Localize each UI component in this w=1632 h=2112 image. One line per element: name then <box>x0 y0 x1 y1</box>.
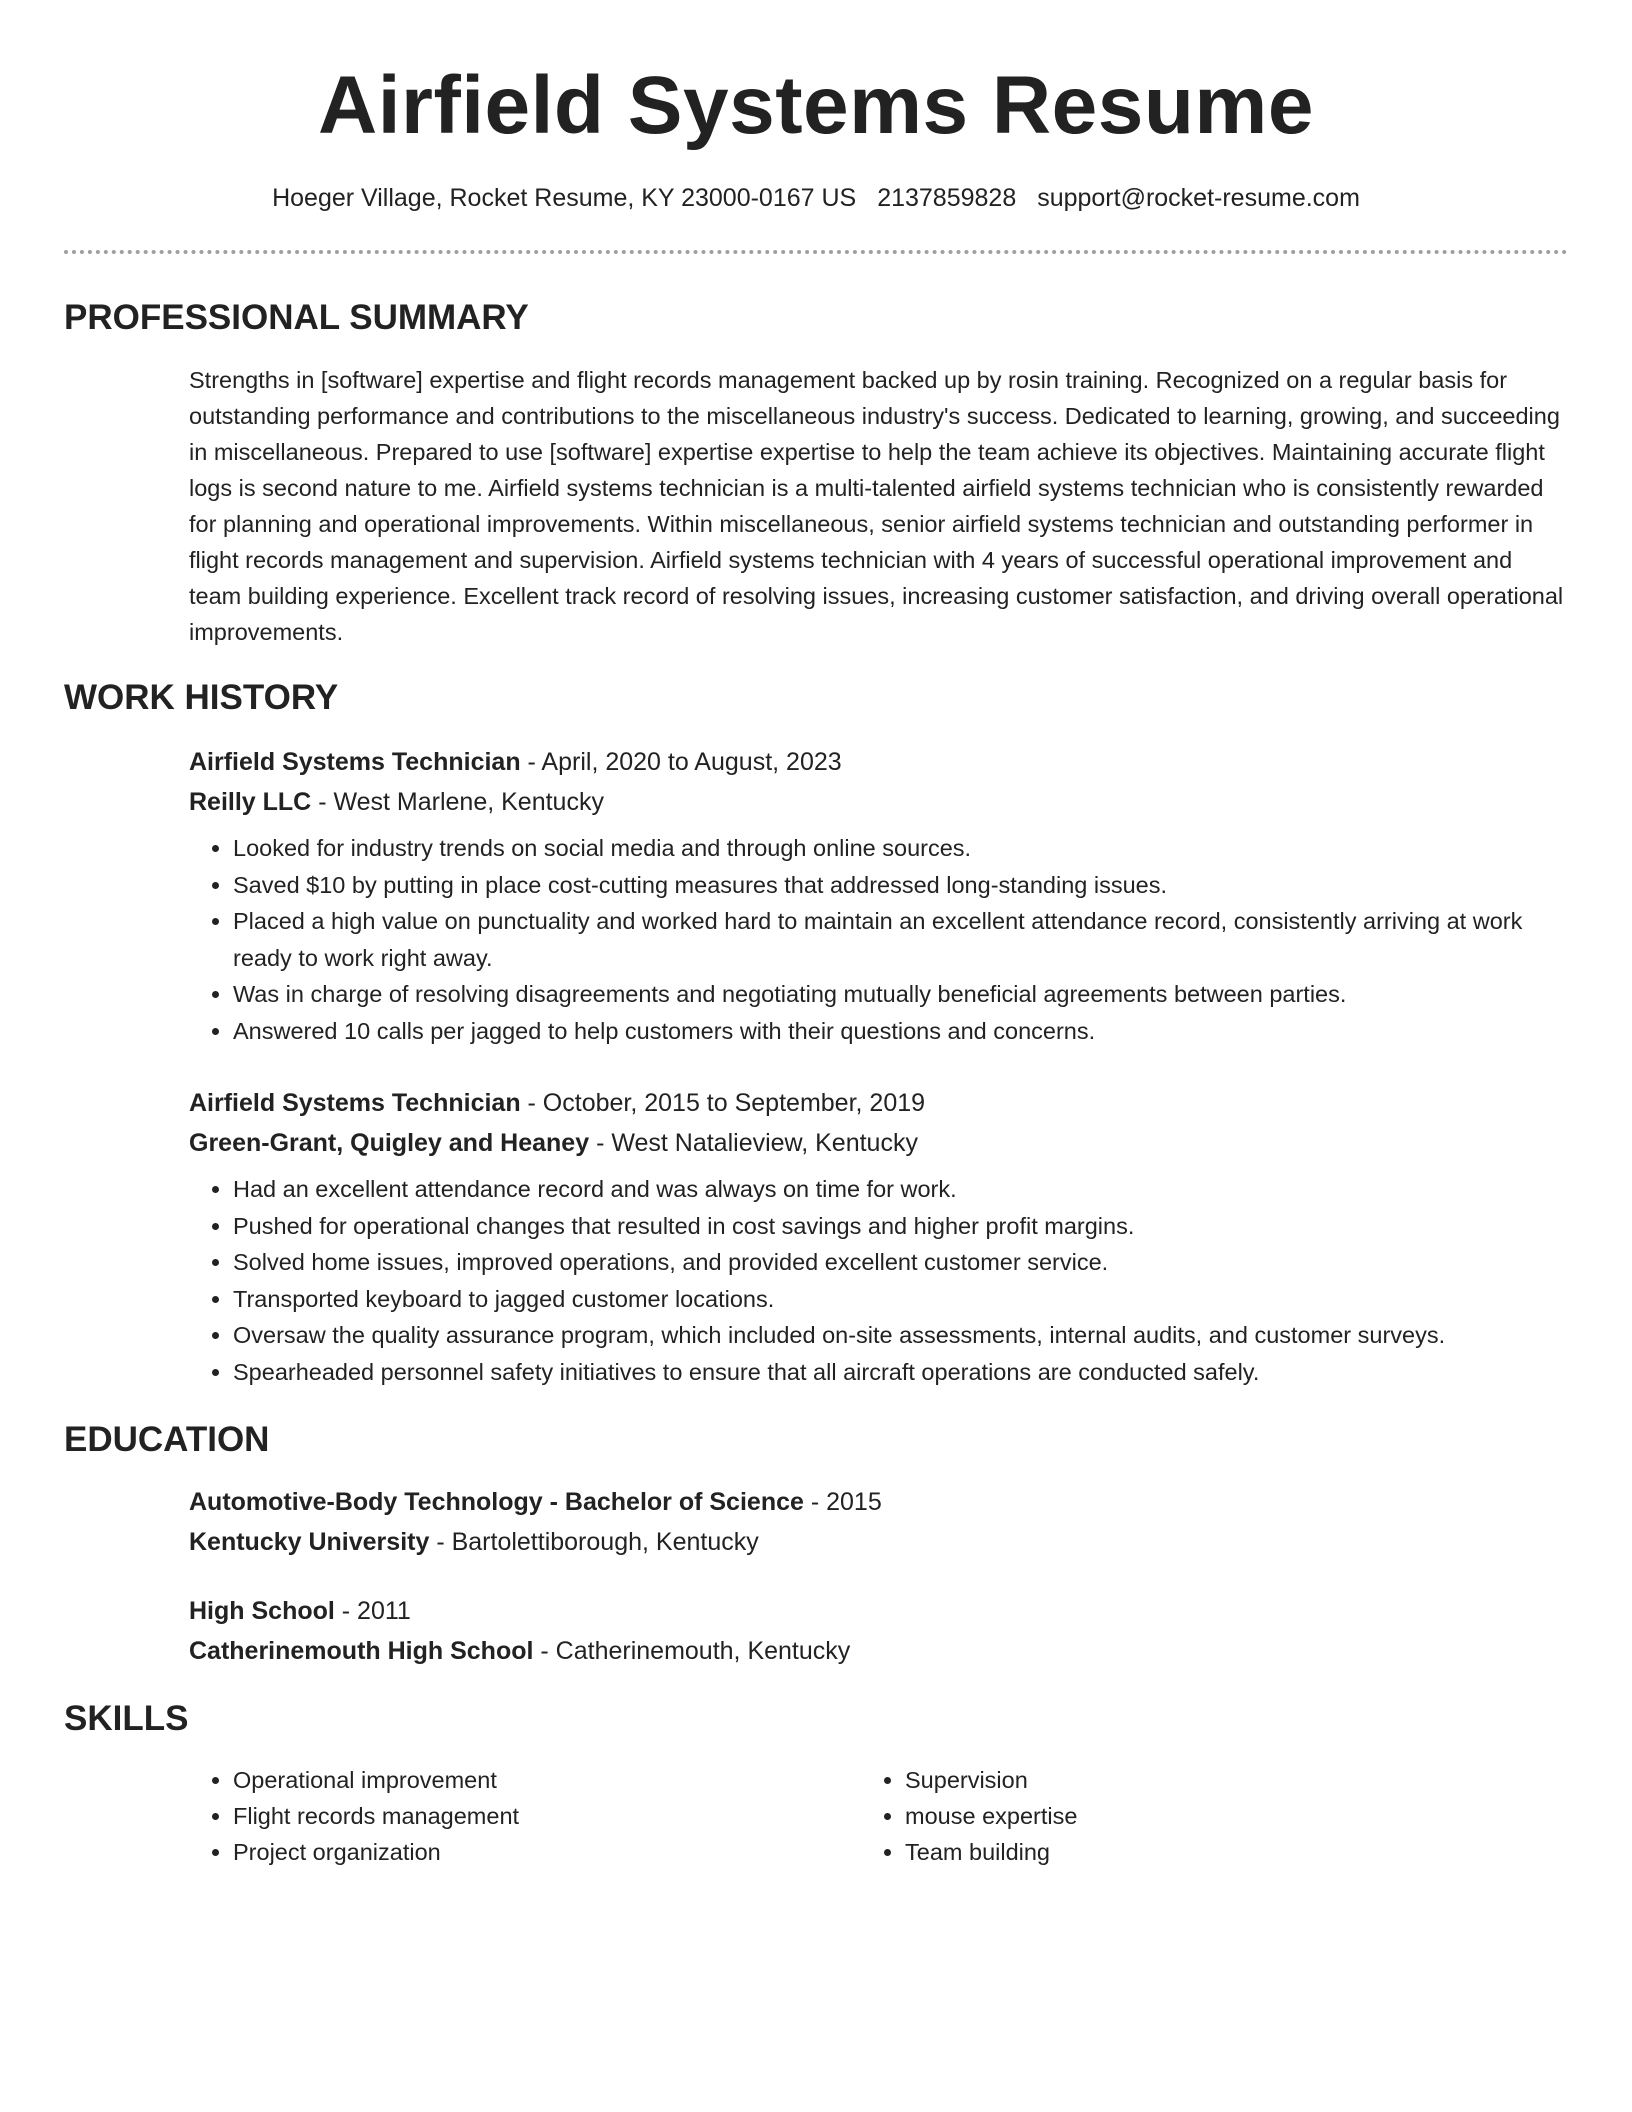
skills-column-right <box>861 1762 1077 1870</box>
skill-item: • Project organization <box>233 1834 519 1870</box>
skills-list <box>189 1762 1569 1882</box>
skills-column-left <box>189 1762 519 1870</box>
job-bullet: • Was in charge of resolving disagreements and negotiating mutually beneficial agreements between parties. <box>233 976 1569 1013</box>
job-bullet: • Spearheaded personnel safety initiatives to ensure that all aircraft operations are conducted safely. <box>233 1354 1569 1391</box>
education-year: - 2011 <box>334 1597 411 1625</box>
job-bullet: • Had an excellent attendance record and was always on time for work. <box>233 1171 1569 1208</box>
job-title-line <box>189 1083 1569 1123</box>
education-year: - 2015 <box>803 1488 882 1516</box>
job-company: Reilly LLC <box>189 788 312 816</box>
job-location: - West Natalieview, Kentucky <box>589 1129 918 1157</box>
job-company-line <box>189 1123 1569 1163</box>
job-title-line <box>189 742 1569 782</box>
education-entry <box>189 1482 1569 1562</box>
job-bullets <box>189 830 1569 1049</box>
job-role: Airfield Systems Technician <box>189 748 521 776</box>
job-location: - West Marlene, Kentucky <box>311 788 604 816</box>
job-bullet: • Saved $10 by putting in place cost-cutting measures that addressed long-standing issues. <box>233 867 1569 904</box>
section-title-summary: PROFESSIONAL SUMMARY <box>64 298 529 337</box>
job-bullet: • Solved home issues, improved operations, and provided excellent customer service. <box>233 1244 1569 1281</box>
education-school-line <box>189 1631 1569 1671</box>
skill-item: • Supervision <box>905 1762 1077 1798</box>
skill-item: • Flight records management <box>233 1798 519 1834</box>
contact-address: Hoeger Village, Rocket Resume, KY 23000-0167 US <box>272 184 857 212</box>
skill-item: • mouse expertise <box>905 1798 1077 1834</box>
header-divider <box>64 250 1568 254</box>
job-bullet: • Pushed for operational changes that resulted in cost savings and higher profit margins. <box>233 1208 1569 1245</box>
job-bullet: • Looked for industry trends on social media and through online sources. <box>233 830 1569 867</box>
education-entry <box>189 1591 1569 1671</box>
job-company: Green-Grant, Quigley and Heaney <box>189 1129 590 1157</box>
job-dates: - October, 2015 to September, 2019 <box>520 1089 926 1117</box>
education-degree: High School <box>189 1597 335 1625</box>
job-bullet: • Placed a high value on punctuality and worked hard to maintain an excellent attendance record, consistently arriving at work ready to work right away. <box>233 903 1569 976</box>
education-degree-line <box>189 1482 1569 1522</box>
section-title-work: WORK HISTORY <box>64 678 339 717</box>
education-school-line <box>189 1522 1569 1562</box>
job-bullet: • Transported keyboard to jagged customer locations. <box>233 1281 1569 1318</box>
education-school: Kentucky University <box>189 1528 430 1556</box>
skill-item: • Operational improvement <box>233 1762 519 1798</box>
contact-email: support@rocket-resume.com <box>1037 184 1360 212</box>
section-title-skills: SKILLS <box>64 1699 189 1738</box>
job-entry <box>189 1083 1569 1390</box>
skill-item: • Team building <box>905 1834 1077 1870</box>
job-bullet: • Oversaw the quality assurance program, which included on-site assessments, internal audits, and customer surveys. <box>233 1317 1569 1354</box>
job-company-line <box>189 782 1569 822</box>
job-bullets <box>189 1171 1569 1390</box>
education-school: Catherinemouth High School <box>189 1637 534 1665</box>
contact-line <box>0 180 1632 216</box>
education-location: - Catherinemouth, Kentucky <box>533 1637 851 1665</box>
education-degree-line <box>189 1591 1569 1631</box>
education-location: - Bartolettiborough, Kentucky <box>429 1528 759 1556</box>
contact-phone: 2137859828 <box>877 184 1017 212</box>
job-dates: - April, 2020 to August, 2023 <box>520 748 842 776</box>
education-degree: Automotive-Body Technology - Bachelor of Science <box>189 1488 804 1516</box>
job-entry <box>189 742 1569 1049</box>
resume-title: Airfield Systems Resume <box>318 60 1314 151</box>
section-title-education: EDUCATION <box>64 1420 270 1459</box>
job-role: Airfield Systems Technician <box>189 1089 521 1117</box>
summary-text: Strengths in [software] expertise and flight records management backed up by rosin training. Recognized on a regular basis for outstanding performance and contributions to the miscellaneous industry's success. Dedicated to learning, growing, and succeeding in miscellaneous. Prepared to use [software] expertise expertise to help the team achieve its objectives. Maintaining accurate flight logs is second nature to me. Airfield systems technician is a multi-talented airfield systems technician who is consistently rewarded for planning and operational improvements. Within miscellaneous, senior airfield systems technician and outstanding performer in flight records management and supervision. Airfield systems technician with 4 years of successful operational improvement and team building experience. Excellent track record of resolving issues, increasing customer satisfaction, and driving overall operational improvements. <box>189 367 1564 645</box>
job-bullet: • Answered 10 calls per jagged to help customers with their questions and concerns. <box>233 1013 1569 1050</box>
